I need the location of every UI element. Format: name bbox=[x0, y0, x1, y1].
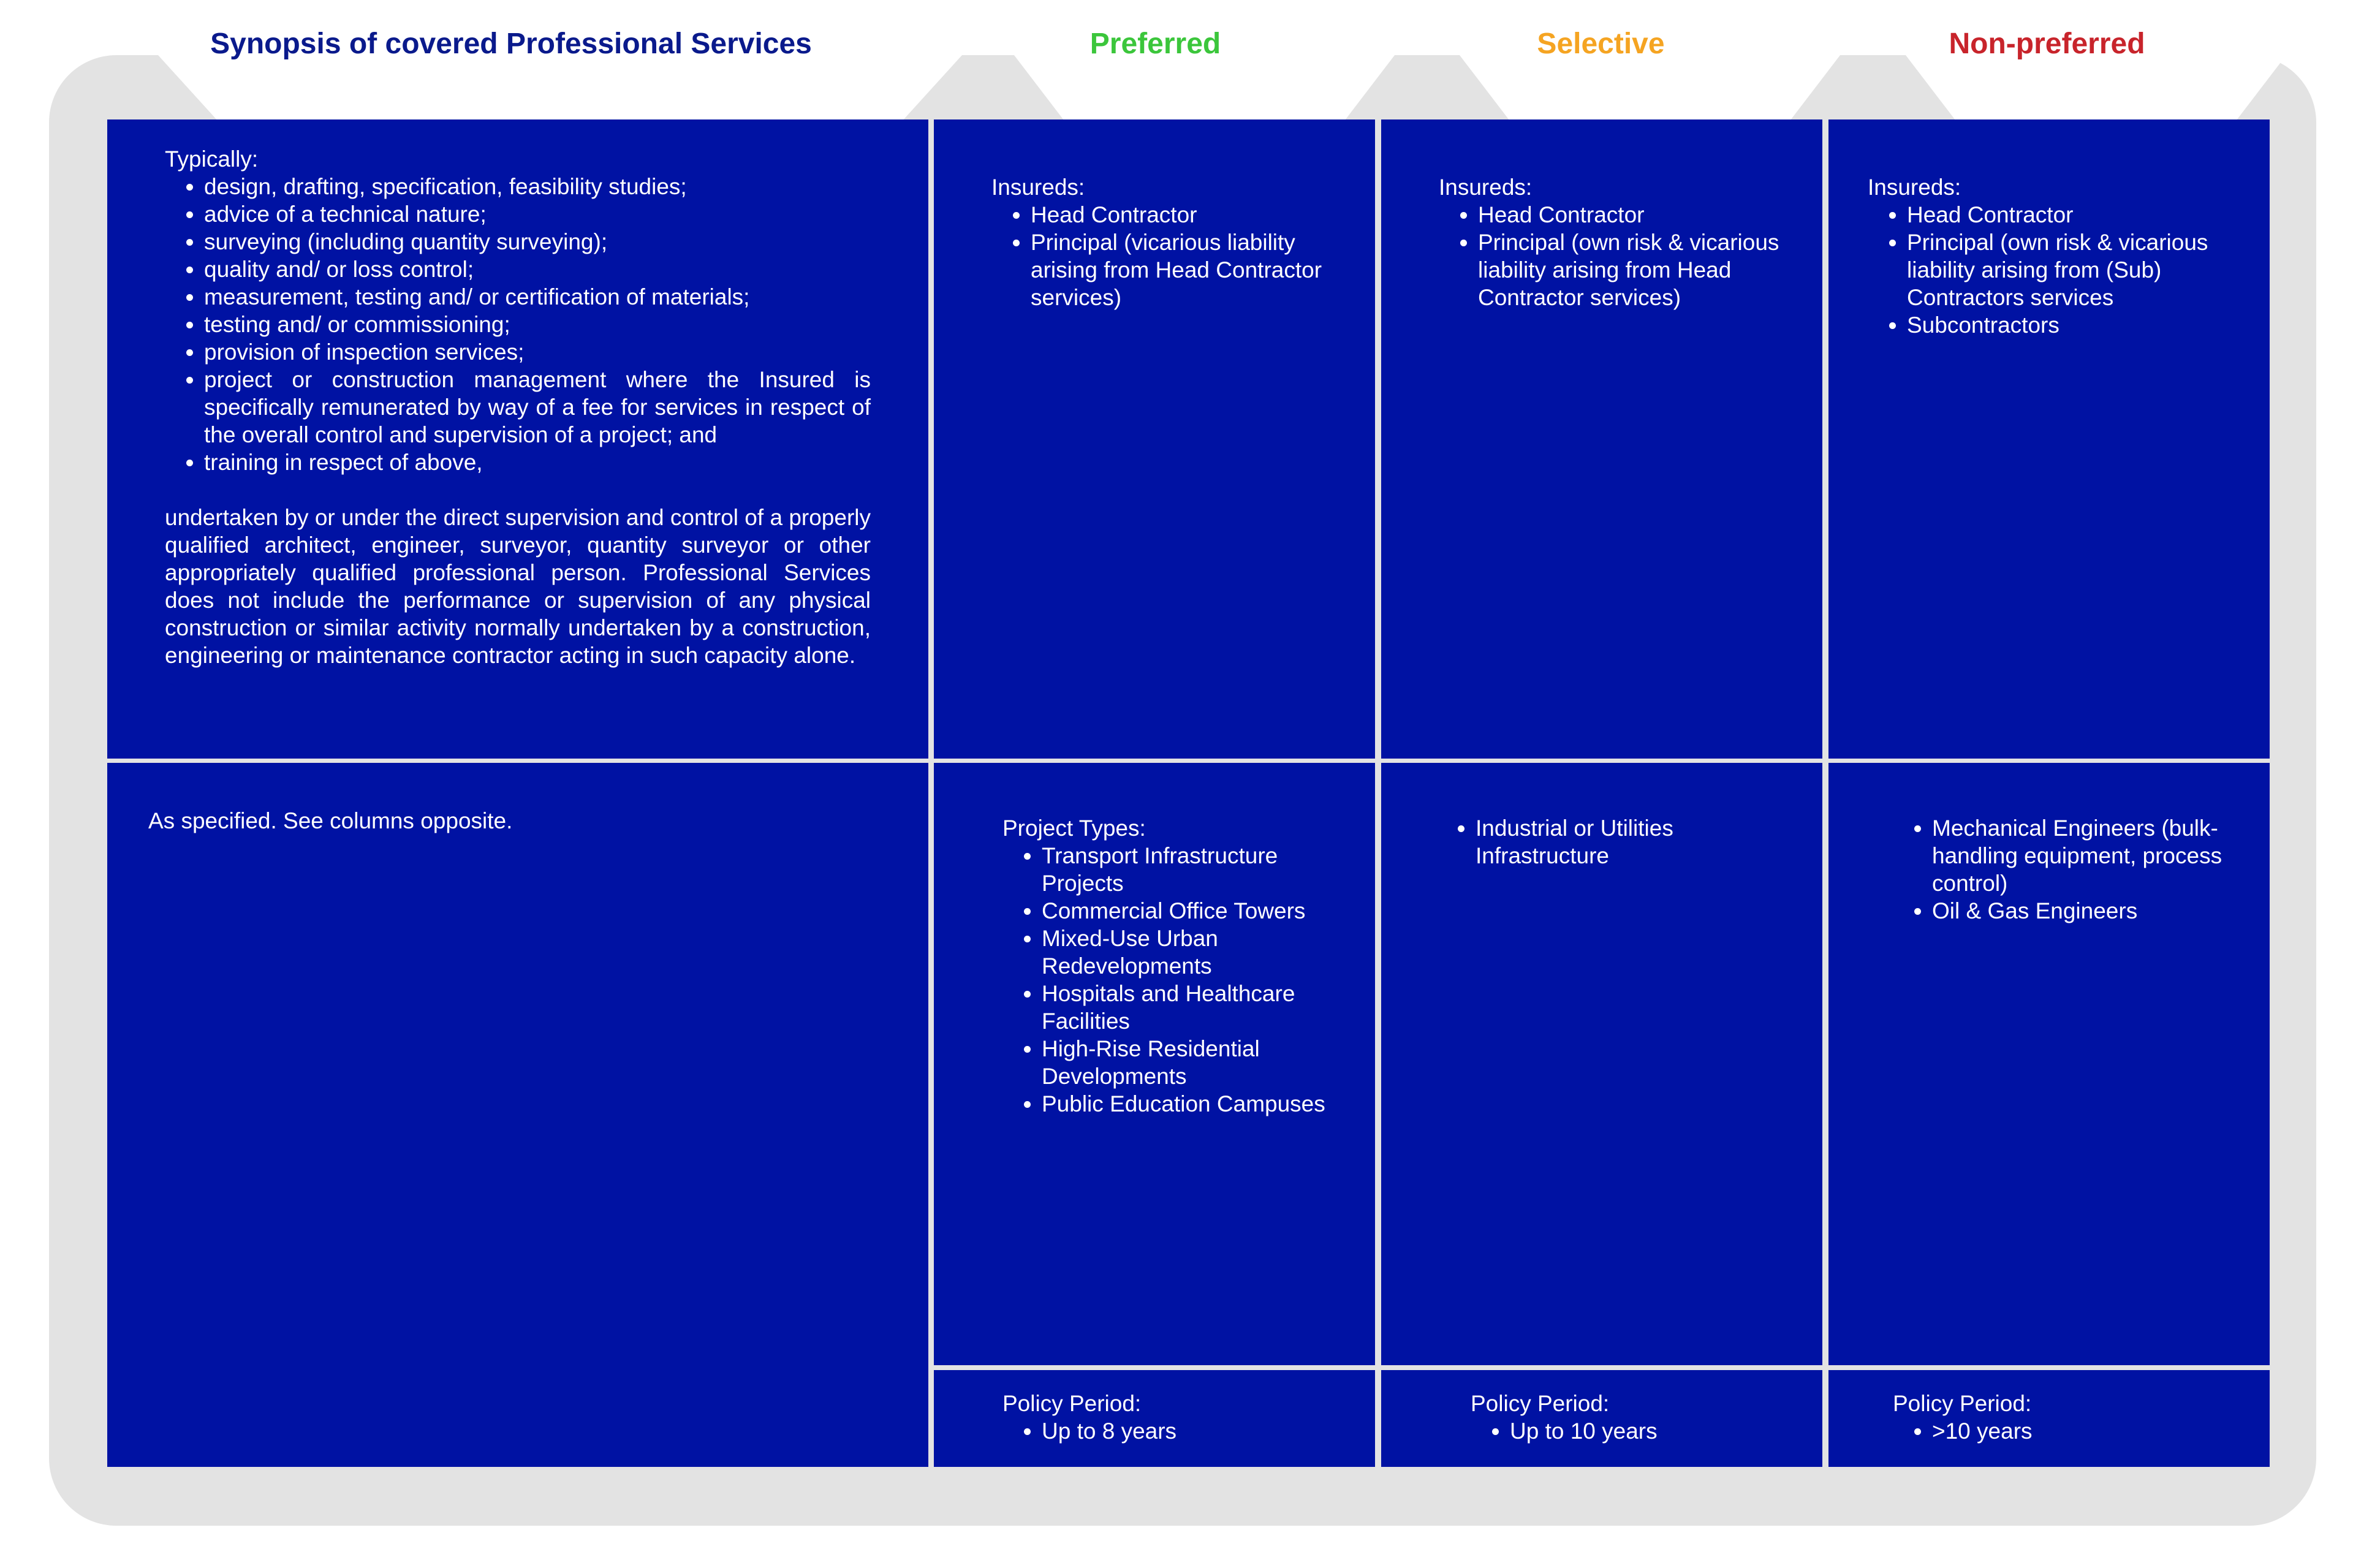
preferred-insureds-label: Insureds: bbox=[991, 175, 1085, 200]
header-preferred: Preferred bbox=[1089, 27, 1221, 60]
nonpreferred-insureds-label: Insureds: bbox=[1868, 175, 1961, 200]
list-item: • Head Contractor bbox=[1031, 201, 1351, 229]
preferred-period-cell bbox=[934, 1370, 1375, 1467]
synopsis-list bbox=[165, 173, 871, 476]
synopsis-specified: As specified. See columns opposite. bbox=[148, 808, 513, 833]
list-item: • Mixed-Use Urban Redevelopments bbox=[1042, 925, 1351, 980]
list-item: • Industrial or Utilities Infrastructure bbox=[1476, 814, 1798, 869]
list-item: • Principal (own risk & vicarious liability arising from Head Contractor services) bbox=[1478, 229, 1798, 311]
synopsis-scope-cell bbox=[107, 119, 928, 759]
synopsis-item: • surveying (including quantity surveying); bbox=[204, 228, 871, 256]
synopsis-paragraph: undertaken by or under the direct supervision and control of a properly qualified architect, engineer, surveyor, quantity surveyor or other appropriately qualified professional person. Professional Services does not include the performance or supervision of any physical construction or similar activity normally undertaken by a construction, engineering or maintenance contractor acting in such capacity alone. bbox=[165, 505, 871, 668]
preferred-projects-label: Project Types: bbox=[1002, 816, 1146, 841]
list-item: • Up to 8 years bbox=[1042, 1417, 1351, 1445]
synopsis-item: • training in respect of above, bbox=[204, 449, 871, 476]
list-item: • Mechanical Engineers (bulk-handling equipment, process control) bbox=[1932, 814, 2245, 897]
synopsis-specified-cell bbox=[107, 763, 928, 1467]
synopsis-intro: Typically: bbox=[165, 146, 259, 172]
synopsis-item: • design, drafting, specification, feasibility studies; bbox=[204, 173, 871, 200]
nonpreferred-period-label: Policy Period: bbox=[1893, 1391, 2032, 1416]
list-item: • Head Contractor bbox=[1907, 201, 2245, 229]
selective-projects-list bbox=[1436, 814, 1798, 869]
nonpreferred-period-cell bbox=[1828, 1370, 2270, 1467]
preferred-period-list bbox=[1002, 1417, 1351, 1445]
nonpreferred-insureds-cell bbox=[1828, 119, 2270, 759]
nonpreferred-period-list bbox=[1893, 1417, 2245, 1445]
selective-insureds-cell bbox=[1381, 119, 1822, 759]
synopsis-item: • provision of inspection services; bbox=[204, 338, 871, 366]
list-item: • Subcontractors bbox=[1907, 311, 2245, 339]
preferred-projects-list bbox=[1002, 842, 1351, 1118]
list-item: • Principal (vicarious liability arising from Head Contractor services) bbox=[1031, 229, 1351, 311]
header-synopsis: Synopsis of covered Professional Services bbox=[210, 27, 812, 60]
selective-insureds-label: Insureds: bbox=[1439, 175, 1533, 200]
nonpreferred-projects-cell bbox=[1828, 763, 2270, 1365]
selective-projects-cell bbox=[1381, 763, 1822, 1365]
synopsis-item: • project or construction management where the Insured is specifically remunerated by way of a fee for services in respect of the overall control and supervision of a project; and bbox=[204, 366, 871, 449]
list-item: • Oil & Gas Engineers bbox=[1932, 897, 2245, 925]
preferred-insureds-list bbox=[991, 201, 1351, 311]
selective-insureds-list bbox=[1439, 201, 1798, 311]
selective-period-cell bbox=[1381, 1370, 1822, 1467]
list-item: • Commercial Office Towers bbox=[1042, 897, 1351, 925]
header-selective: Selective bbox=[1537, 27, 1665, 60]
list-item: • Head Contractor bbox=[1478, 201, 1798, 229]
synopsis-item: • advice of a technical nature; bbox=[204, 200, 871, 228]
list-item: • >10 years bbox=[1932, 1417, 2245, 1445]
selective-period-label: Policy Period: bbox=[1471, 1391, 1610, 1416]
list-item: • Transport Infrastructure Projects bbox=[1042, 842, 1351, 897]
header-nonpreferred: Non-preferred bbox=[1949, 27, 2145, 60]
synopsis-item: • quality and/ or loss control; bbox=[204, 256, 871, 283]
selective-period-list bbox=[1471, 1417, 1798, 1445]
list-item: • High-Rise Residential Developments bbox=[1042, 1035, 1351, 1090]
nonpreferred-insureds-list bbox=[1868, 201, 2245, 339]
preferred-projects-cell bbox=[934, 763, 1375, 1365]
list-item: • Principal (own risk & vicarious liability arising from (Sub) Contractors services bbox=[1907, 229, 2245, 311]
list-item: • Public Education Campuses bbox=[1042, 1090, 1351, 1118]
list-item: • Up to 10 years bbox=[1510, 1417, 1798, 1445]
preferred-insureds-cell bbox=[934, 119, 1375, 759]
list-item: • Hospitals and Healthcare Facilities bbox=[1042, 980, 1351, 1035]
nonpreferred-projects-list bbox=[1893, 814, 2245, 925]
preferred-period-label: Policy Period: bbox=[1002, 1391, 1142, 1416]
synopsis-item: • testing and/ or commissioning; bbox=[204, 311, 871, 338]
synopsis-item: • measurement, testing and/ or certification of materials; bbox=[204, 283, 871, 311]
